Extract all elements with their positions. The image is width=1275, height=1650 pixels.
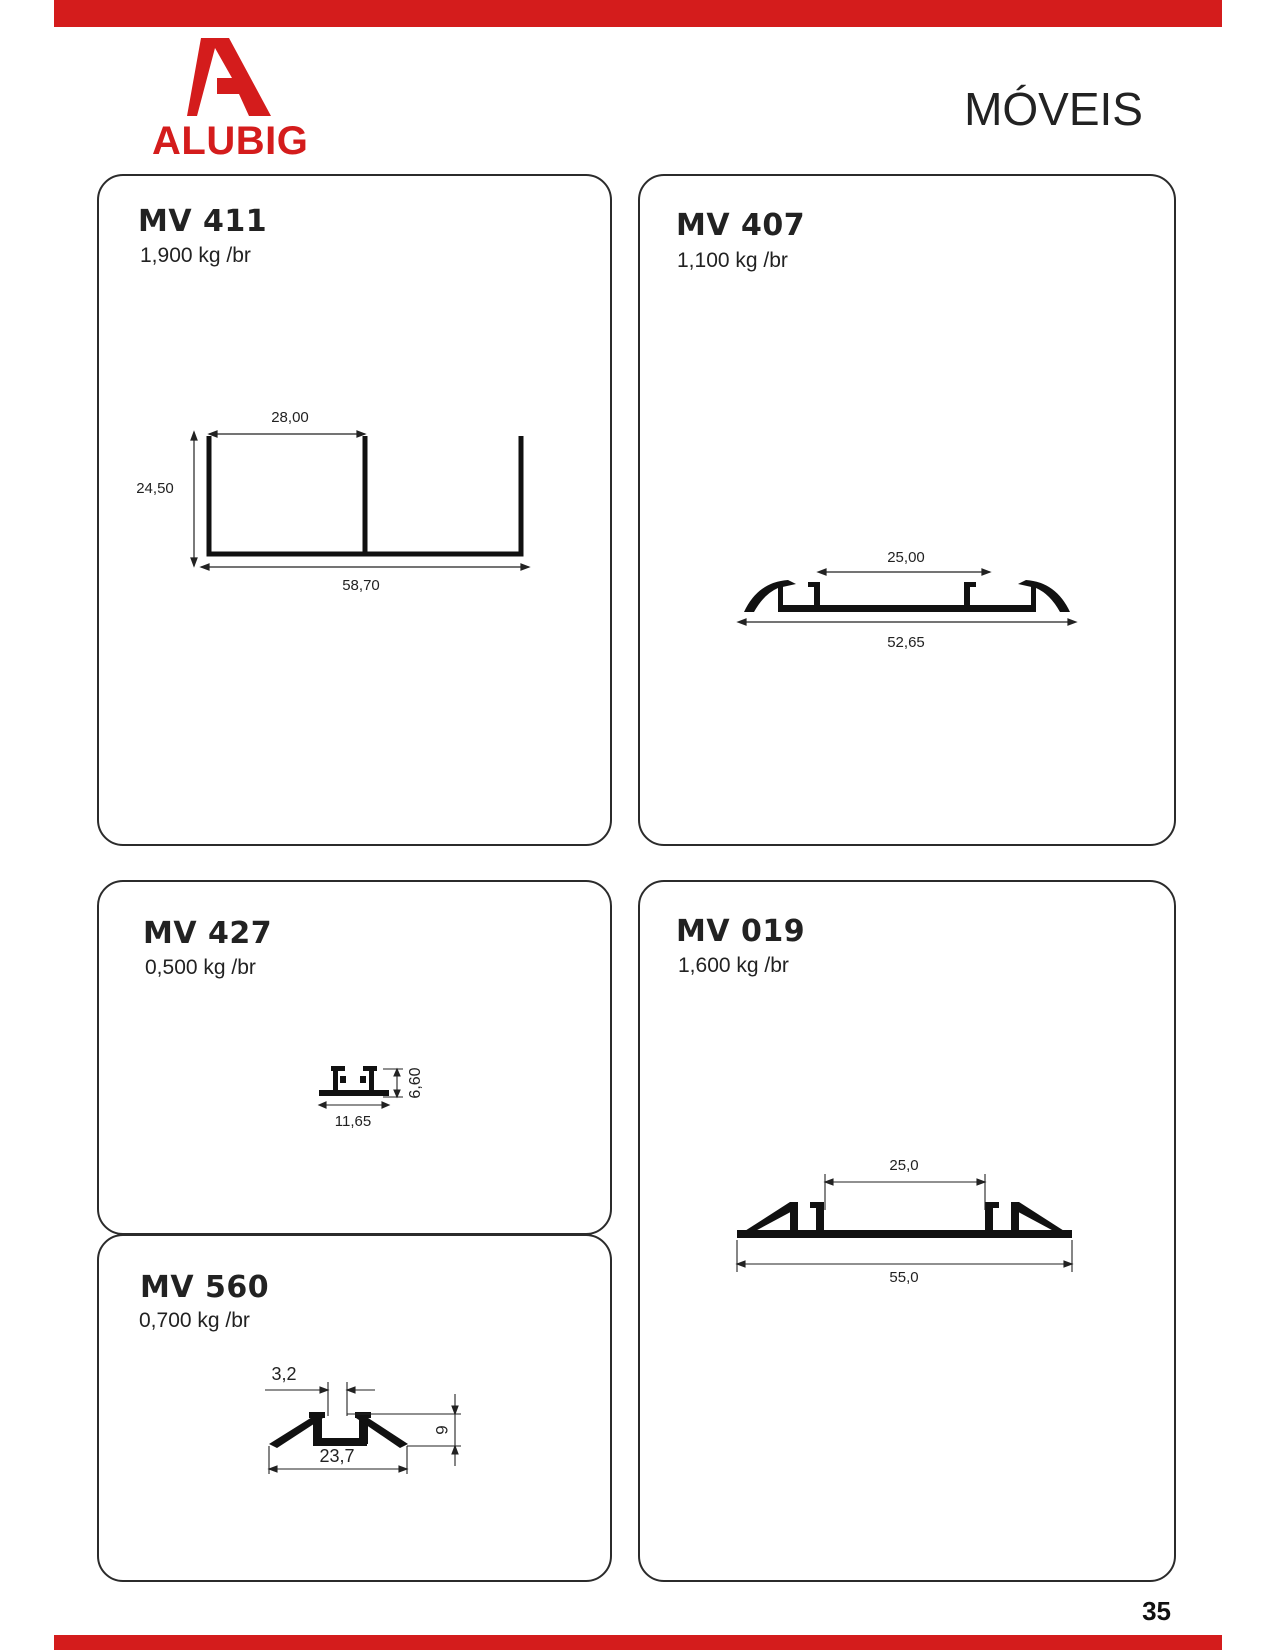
profile-weight: 1,600 kg /br <box>678 954 789 977</box>
profile-weight: 1,900 kg /br <box>140 244 251 267</box>
alubig-logo <box>152 38 322 162</box>
profile-code: MV 411 <box>138 204 268 239</box>
profile-code: MV 019 <box>676 914 806 949</box>
dimension-slot-label: 3,2 <box>271 1364 297 1384</box>
profile-weight: 1,100 kg /br <box>677 249 788 272</box>
dimension-width-label: 58,70 <box>342 577 380 594</box>
dimension-inner-label: 25,00 <box>887 549 925 566</box>
dimension-height-label: 6,60 <box>407 1067 424 1099</box>
profile-card-mv407 <box>638 174 1176 846</box>
dimension-width-label: 11,65 <box>334 1113 372 1130</box>
dimension-inner-label: 25,0 <box>889 1157 919 1174</box>
profile-card-mv560 <box>97 1234 612 1582</box>
logo-a-icon <box>187 38 287 118</box>
dimension-width-label: 52,65 <box>887 634 925 651</box>
profile-drawing-mv407 <box>638 174 1176 846</box>
category-title: MÓVEIS <box>964 83 1143 135</box>
top-red-bar <box>54 0 1222 27</box>
profile-card-mv411 <box>97 174 612 846</box>
profile-card-mv427 <box>97 880 612 1235</box>
profile-drawing-mv411 <box>97 174 612 846</box>
profile-card-mv019 <box>638 880 1176 1582</box>
bottom-red-bar <box>54 1635 1222 1650</box>
dimension-top-label: 28,00 <box>271 409 309 426</box>
profile-code: MV 560 <box>140 1270 270 1305</box>
profile-drawing-mv560 <box>97 1234 612 1582</box>
profile-drawing-mv427 <box>97 880 612 1235</box>
dimension-height-label: 6 <box>432 1425 451 1435</box>
profile-weight: 0,500 kg /br <box>145 956 256 979</box>
dimension-width-label: 55,0 <box>889 1269 919 1286</box>
profile-code: MV 427 <box>143 916 273 951</box>
page-number: 35 <box>1142 1596 1171 1626</box>
profile-code: MV 407 <box>676 208 806 243</box>
profile-weight: 0,700 kg /br <box>139 1309 250 1332</box>
profile-drawing-mv019 <box>638 880 1176 1582</box>
dimension-width-label: 23,7 <box>319 1446 355 1466</box>
dimension-height-label: 24,50 <box>136 480 174 497</box>
brand-name: ALUBIG <box>152 119 309 163</box>
